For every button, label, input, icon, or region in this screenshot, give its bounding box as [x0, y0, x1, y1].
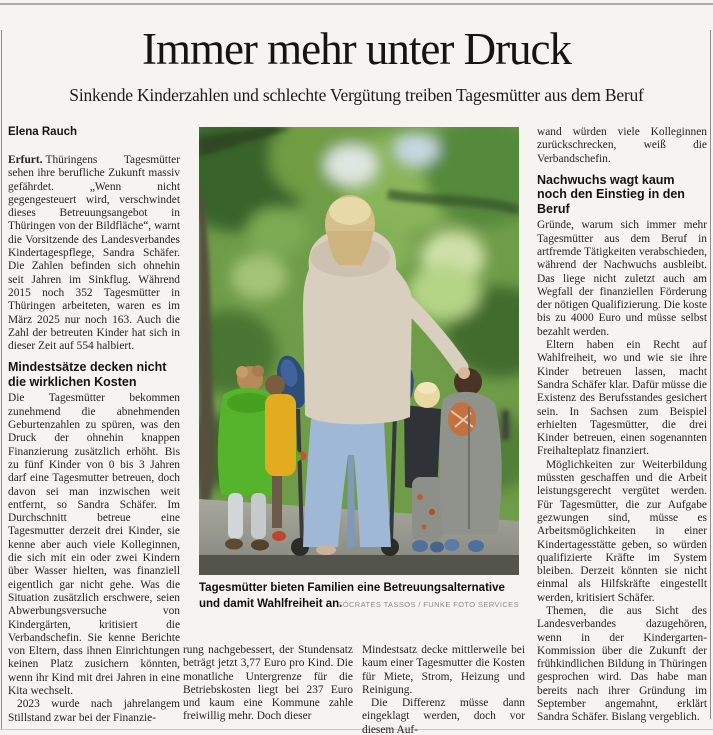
article-column-1	[8, 125, 180, 725]
article-column-4	[537, 126, 707, 725]
page-right-rule	[710, 30, 711, 719]
paragraph: wand würden viele Kolleginnen zurückschrecken, weiß die Verbandschefin.	[537, 126, 707, 165]
photo-illustration	[199, 127, 519, 575]
paragraph: Möglichkeiten zur Weiterbildung müssten geschaffen und die Arbeit leistungsgerecht vergütet werden. Für Tagesmütter, die zur Aufgabe gezwungen sind, müsse es Arbeitsmöglichkeiten in einer Kindertagesstätte geben, so würden qualifizierte Kräfte im System bleiben. Derzeit könnten sie nicht einmal als Hilfskräfte eingestellt werden, kritisiert Schäfer.	[537, 458, 707, 604]
article-headline: Immer mehr unter Druck	[141, 24, 572, 74]
photo-caption-block	[199, 580, 519, 612]
page-top-rule	[0, 3, 713, 5]
paragraph: Eltern haben ein Recht auf Wahlfreiheit, wo und wie sie ihre Kinder betreuen lassen, macht Sandra Schäfer klar. Dafür müsse die Existenz des Berufsstandes gesichert sein. In Sachsen zum Beispiel erhielten Tagesmütter, die drei Kinder betreuen, einen sogenannten Freihalteplatz finanziert.	[537, 339, 707, 458]
paragraph: rung nachgebessert, der Stundensatz beträgt jetzt 3,77 Euro pro Kind. Die monatliche Untergrenze für die Betriebskosten liegt bei 237 Euro und kaum eine Kommune zahle freiwillig mehr. Doch dieser	[183, 644, 353, 723]
article-subheadline: Sinkende Kinderzahlen und schlechte Vergütung treiben Tagesmütter aus dem Beruf	[69, 85, 644, 105]
page-bottom-rule	[0, 729, 713, 730]
dateline: Erfurt.	[8, 154, 43, 166]
photo-credit: SÓCRATES TASSOS / FUNKE FOTO SERVICES	[337, 600, 519, 609]
paragraph: Mindestsatz decke mittlerweile bei kaum einer Tagesmutter die Kosten für Miete, Strom, Heizung und Reinigung.	[362, 644, 525, 696]
paragraph: 2023 wurde nach jahrelangem Stillstand zwar bei der Finanzie-	[8, 698, 180, 724]
section-subhead: Mindestsätze decken nicht die wirklichen Kosten	[8, 360, 167, 389]
paragraph: Gründe, warum sich immer mehr Tagesmütter aus dem Beruf in artfremde Tätigkeiten verabschieden, während der Nachwuchs ausbleibt. Das liege nicht zuletzt auch am Wegfall der finanziellen Förderung der nötigen Qualifizierung. Die koste bis zu 4000 Euro und müsse selbst bezahlt werden.	[537, 219, 707, 338]
section-subhead: Nachwuchs wagt kaum noch den Einstieg in den Beruf	[537, 172, 685, 216]
paragraph: Die Tagesmütter bekommen zunehmend die abnehmenden Geburtenzahlen zu spüren, was den Druck der ohnehin knappen Finanzierung zusätzlich erhöht. Bis zu fünf Kinder von 0 bis 3 Jahren darf eine Tagesmutter betreuen, doch davon sei man inzwischen weit entfernt, so Sandra Schäfer. Im Durchschnitt betreue eine Tagesmutter derzeit drei Kinder, sie kenne aber auch viele Kolleginnen, die sich mit ein oder zwei Kindern über Wasser hielten, was finanziell eigentlich gar nicht gehe. Was die Situation zusätzlich erschwere, seien Abwerbungsversuche von Kindergärten, kritisiert die Verbandschefin. Sie kenne Berichte von Eltern, dass ihnen Einrichtungen keinen Platz zusichern könnten, wenn ihr Kind mit drei Jahren in eine Kita wechselt.	[8, 392, 180, 697]
page-left-rule	[1, 30, 2, 729]
paragraph: Themen, die aus Sicht des Landesverbandes dazugehören, wenn in der Kindergarten-Kommission über die Zukunft der frühkindlichen Bildung in Thüringen gesprochen wird. Das habe man bereits nach ihrer Gründung im September angemahnt, erklärt Sandra Schäfer. Bislang vergeblich.	[537, 605, 707, 724]
article-photo	[199, 127, 519, 575]
paragraph-text: Thüringens Tagesmütter sehen ihre berufliche Zukunft massiv gefährdet. „Wenn nicht gegengesteuert wird, verschwindet dieses Betreuungsangebot in Thüringen von der Bildfläche“, warnt die Vorsitzende des Landesverbandes Kindertagespflege, Sandra Schäfer. Die Zahlen befinden sich ohnehin seit Jahren im Sinkflug. Während 2015 noch 352 Tagesmütter in Thüringen arbeiteten, waren es im März 2025 nur noch 163. Auch die Zahl der betreuten Kinder hat sich in dieser Zeit auf 554 halbiert.	[8, 154, 180, 353]
byline: Elena Rauch	[8, 126, 78, 138]
article-column-3	[362, 644, 525, 735]
article-column-2	[183, 644, 353, 724]
photo-caption: Tagesmütter bieten Familien eine Betreuungsalternative und damit Wahlfreiheit an.	[199, 582, 505, 610]
paragraph	[8, 154, 180, 353]
paragraph: Die Differenz müsse dann eingeklagt werden, doch vor diesem Auf-	[362, 697, 525, 735]
